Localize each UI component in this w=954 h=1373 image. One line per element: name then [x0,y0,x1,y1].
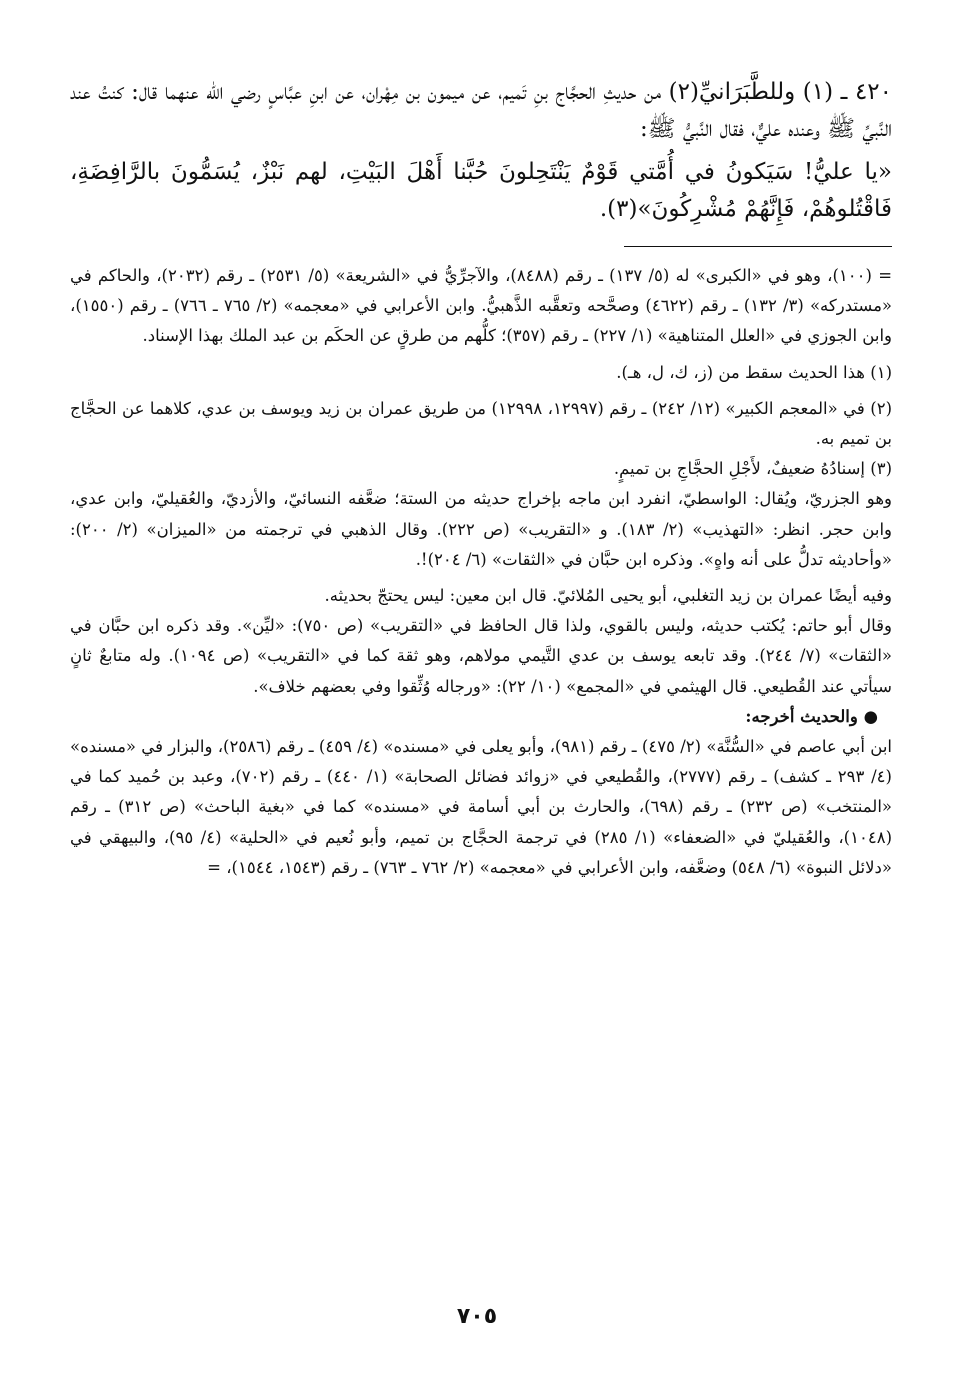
footnote-continuation: = (١٠٠)، وهو في «الكبرى» له (٥/ ١٣٧) ـ رقم (٨٤٨٨)، والآجرِّيُّ في «الشريعة» (٥/ ٢٥٣١) ـ رقم (٢٠٣٢)، والحاكم في «مستدركه» (٣/ ١٣٢) ـ رقم (٤٦٢٢) وصحَّحه وتعقَّبه الذَّهبيُّ. وابن الأعرابي في «معجمه» (٢/ ٧٦٥ ـ ٧٦٦) ـ رقم (١٥٥٠)، وابن الجوزي في «العلل المتناهية» (١/ ٢٢٧) ـ رقم (٣٥٧)؛ كلُّهم من طرقٍ عن الحكَم بن عبد الملك بهذا الإسناد. [70,266,893,346]
footnote-2: (٢) في «المعجم الكبير» (١٢/ ٢٤٢) ـ رقم (١٢٩٩٧، ١٢٩٩٨) من طريق عمران بن زيد ويوسف بن عدي، كلاهما عن الحجَّاج بن تميم به. [70,398,893,449]
footnote-3-imran: وفيه أيضًا عمران بن زيد التغلبي، أبو يحيى المُلائيّ. قال ابن معين: ليس يحتجّ بحديثه. [324,586,892,606]
takhrij-list: ابن أبي عاصم في «السُّنَّة» (٢/ ٤٧٥) ـ رقم (٩٨١)، وأبو يعلى في «مسنده» (٤/ ٤٥٩) ـ رقم (٢٥٨٦)، والبزار في «مسنده» (٤/ ٢٩٣ ـ كشف) ـ رقم (٢٧٧٧)، والقُطيعي في «زوائد فضائل الصحابة» (١/ ٤٤٠) ـ رقم (٧٠٢)، وعبد بن حُميد كما في «المنتخب» (ص ٢٣٢) ـ رقم (٦٩٨)، والحارث بن أبي أسامة في «مسنده» كما في «بغية الباحث» (ص ٣١٢) ـ رقم (١٠٤٨)، والعُقيليّ في «الضعفاء» (١/ ٢٨٥) في ترجمة الحجَّاج بن تميم، وأبو نُعيم في «الحلية» (٤/ ٩٥)، والبيهقي في «دلائل النبوة» (٦/ ٥٤٨) وضعَّفه، وابن الأعرابي في «معجمه» (٢/ ٧٦٢ ـ ٧٦٣) ـ رقم (١٥٤٣، ١٥٤٤)، = [70,737,893,877]
footnote-3-abu-hatim: وقال أبو حاتم: يُكتب حديثه، وليس بالقوي، ولذا قال الحافظ في «التقريب» (ص ٧٥٠): «ليِّن». وقد ذكره ابن حبَّان في «الثقات» (٧/ ٢٤٤). وقد تابعه يوسف بن عدي التَّيمي مولاهم، وهو ثقة كما في «التقريب» (ص ١٠٩٤). وله متابعٌ ثانٍ سيأتي عند القُطيعي. قال الهيثمي في «المجمع» (١٠/ ٢٢): «ورجاله وُثِّقوا وفي بعضهم خلاف». [70,616,892,696]
footnote-3-narrator: وهو الجزريّ، ويُقال: الواسطيّ، انفرد ابن ماجه بإخراج حديثه من الستة؛ ضعَّفه النسائيّ، والأزديّ، والعُقيليّ، وابن عدي، وابن حجر. انظر: «التهذيب» (٢/ ١٨٣). و «التقريب» (ص ٢٢٢). وقال الذهبي في ترجمته من «الميزان» (٢/ ٢٠٠): «وأحاديثه تدلُّ على أنه واهٍ». وذكره ابن حبَّان في «الثقات» (٦/ ٢٠٤)!. [70,489,892,569]
hadith-intro: ٤٢٠ ـ (١) وللطَّبَرَانيِّ(٢) من حديثِ الحجَّاج بنِ تَميم، عن ميمون بن مِهْران، عن ابنِ عبَّاسٍ رضي الله عنهما قال: كنتُ عند النَّبيِّ ﷺ وعنده عليٌّ، فقال النَّبيُّ ﷺ: [70,79,892,142]
footnote-3: (٣) إسنادُهُ ضعيفٌ، لأَجْلِ الحجَّاجِ بن تميمٍ. [613,459,892,479]
page-content [70,74,892,883]
takhrij-heading: ● والحديث أخرجه: [745,706,878,726]
footnote-divider [624,246,892,247]
page-number: ٧٠٥ [456,1304,498,1329]
footnote-1: (١) هذا الحديث سقط من (ز، ك، ل، هـ). [616,362,892,382]
footnotes [70,261,892,883]
hadith-text: «يا عليُّ! سَيَكونُ في أُمَّتي قَوْمٌ يَنْتَحِلونَ حُبَّنا أَهْلَ البَيْتِ، لهم نَبْزٌ، يُسَمُّونَ بالرَّافِضَةِ، فَاقْتُلوهُمْ، فَإِنَّهُمْ مُشْرِكُونَ»(٣). [70,159,892,222]
